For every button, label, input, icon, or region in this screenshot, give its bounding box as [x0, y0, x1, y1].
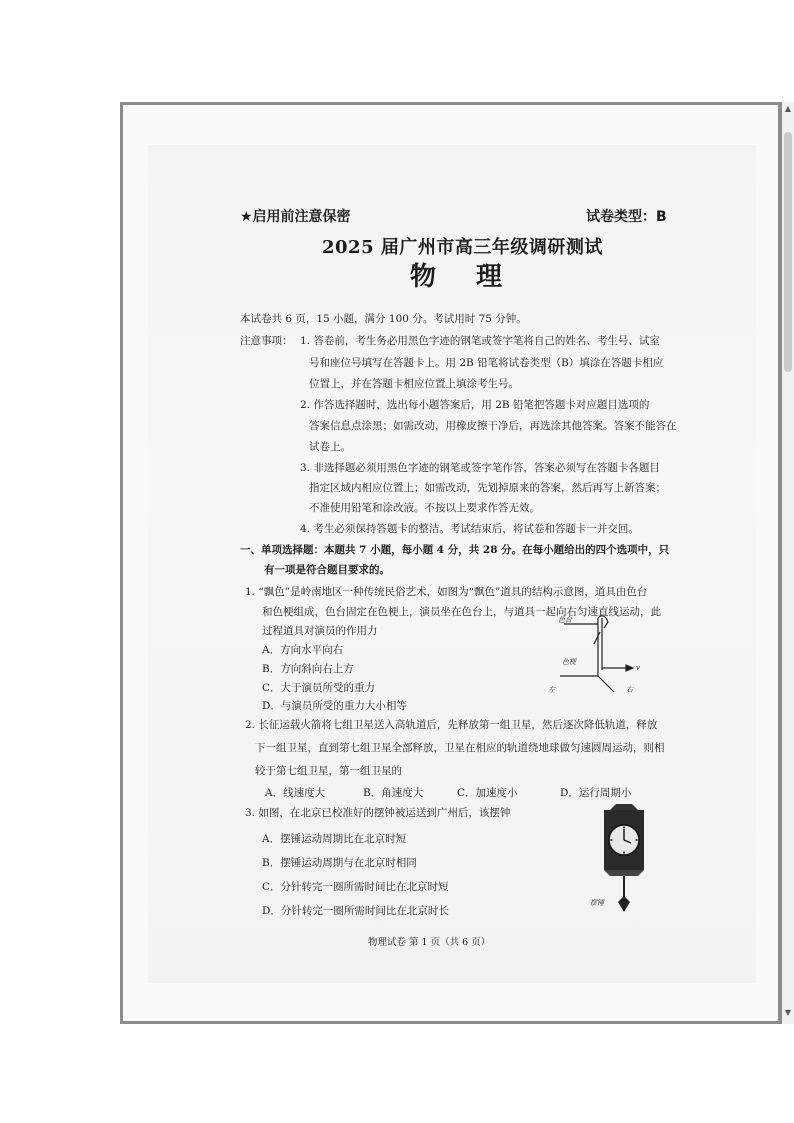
notes-line: 号和座位号填写在答题卡上。用 2B 铅笔将试卷类型（B）填涂在答题卡相应	[309, 357, 664, 369]
option: D．与演员所受的重力大小相等	[262, 700, 407, 712]
platform-label: 色台	[558, 616, 572, 624]
option: C．大于演员所受的重力	[262, 682, 376, 694]
question-text: 和色梗组成，色台固定在色梗上，演员坐在色台上，与道具一起向右匀速直线运动，此	[262, 606, 661, 618]
option: C．分针转完一圈所需时间比在北京时短	[262, 881, 449, 893]
pendulum-label: 摆锤	[590, 899, 604, 907]
notes-line: 试卷上。	[309, 441, 351, 453]
option: B．摆锤运动周期与在北京时相同	[262, 857, 417, 869]
option: D．运行周期小	[560, 787, 632, 799]
scroll-down-icon[interactable]: ▼	[784, 1008, 792, 1017]
scroll-thumb[interactable]	[784, 132, 792, 372]
exam-intro: 本试卷共 6 页，15 小题，满分 100 分。考试用时 75 分钟。	[240, 313, 527, 325]
option: B．角速度大	[363, 787, 424, 799]
option: C．加速度小	[457, 787, 518, 799]
notes-line: 位置上，并在答题卡相应位置上填涂考生号。	[309, 378, 519, 390]
notes-line: 指定区域内相应位置上；如需改动，先划掉原来的答案，然后再写上新答案；	[309, 482, 666, 494]
notes-line: 不准使用铅笔和涂改液。不按以上要求作答无效。	[309, 502, 540, 514]
right-label: 右	[626, 686, 633, 694]
option: D．分针转完一圈所需时间比在北京时长	[262, 905, 449, 917]
scroll-up-icon[interactable]: ▲	[784, 104, 792, 113]
notes-line: 4. 考生必须保持答题卡的整洁。考试结束后，将试卷和答题卡一并交回。	[300, 523, 639, 535]
option: A．线速度大	[265, 787, 326, 799]
question-text: 1. “飘色”是岭南地区一种传统民俗艺术，如图为“飘色”道具的结构示意图，道具由色台	[245, 586, 648, 598]
subject-title: 物理	[410, 262, 543, 292]
notes-line: 1. 答卷前，考生务必用黑色字迹的钢笔或签字笔将自己的姓名、考生号、试室	[300, 335, 660, 347]
question-text: 3. 如图，在北京已校准好的摆钟被运送到广州后，该摆钟	[245, 807, 511, 819]
left-label: 左	[548, 686, 555, 694]
option: A．摆锤运动周期比在北京时短	[262, 833, 407, 845]
question-text: 过程道具对演员的作用力	[262, 625, 378, 637]
question-text: 较于第七组卫星，第一组卫星的	[255, 765, 402, 777]
velocity-label: v	[636, 664, 640, 672]
option: A．方向水平向右	[262, 644, 344, 656]
piaose-prop-diagram	[540, 612, 650, 700]
notes-line: 2. 作答选择题时，选出每小题答案后，用 2B 铅笔把答题卡对应题目选项的	[300, 399, 650, 411]
section-heading: 有一项是符合题目要求的。	[264, 564, 390, 576]
exam-title: 2025 届广州市高三年级调研测试	[322, 237, 603, 258]
paper-type: 试卷类型：B	[586, 209, 667, 225]
confidential-notice: ★启用前注意保密	[240, 209, 351, 225]
notes-line: 答案信息点涂黑；如需改动，用橡皮擦干净后，再选涂其他答案。答案不能答在	[309, 420, 677, 432]
section-heading: 一、单项选择题：本题共 7 小题，每小题 4 分，共 28 分。在每小题给出的四个选项中，只	[240, 544, 670, 556]
page-footer: 物理试卷 第 1 页（共 6 页）	[368, 937, 491, 948]
option: B．方向斜向右上方	[262, 663, 354, 675]
notes-line: 3. 非选择题必须用黑色字迹的钢笔或签字笔作答，答案必须写在答题卡各题目	[300, 462, 660, 474]
stem-label: 色梗	[562, 658, 576, 666]
question-text: 2. 长征运载火箭将七组卫星送入高轨道后，先释放第一组卫星，然后逐次降低轨道，释放	[245, 719, 658, 731]
vertical-scrollbar[interactable]	[782, 102, 794, 1024]
question-text: 下一组卫星，直到第七组卫星全部释放，卫星在相应的轨道绕地球做匀速圆周运动，则相	[255, 742, 665, 754]
notes-label: 注意事项：	[240, 335, 293, 347]
pendulum-clock-icon	[596, 800, 652, 918]
